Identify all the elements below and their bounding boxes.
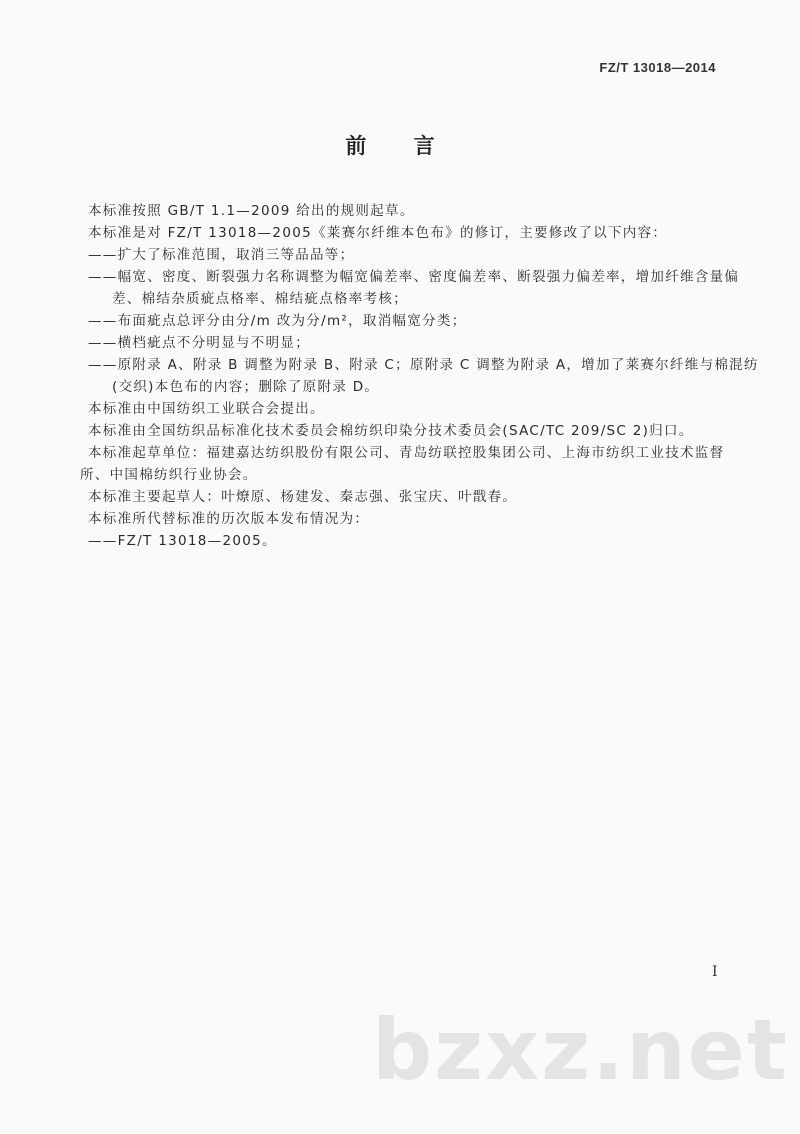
standard-code: FZ/T 13018—2014 <box>599 60 716 75</box>
text-line: 本标准所代替标准的历次版本发布情况为： <box>88 511 370 527</box>
page-title: 前 言 <box>345 134 455 158</box>
list-item: ——原附录 A、附录 B 调整为附录 B、附录 C；原附录 C 调整为附录 A，增加了莱赛尔纤维与棉混纺 <box>88 357 759 373</box>
list-item: ——FZ/T 13018—2005。 <box>88 533 277 549</box>
watermark: bzxz.net <box>372 1001 789 1099</box>
page-number: I <box>712 964 718 980</box>
text-line: 本标准是对 FZ/T 13018—2005《莱赛尔纤维本色布》的修订，主要修改了以下内容： <box>88 225 668 241</box>
list-item: ——横档疵点不分明显与不明显； <box>88 335 310 351</box>
text-line-continuation: 所、中国棉纺织行业协会。 <box>80 467 258 483</box>
text-line: 本标准按照 GB/T 1.1—2009 给出的规则起草。 <box>88 203 415 219</box>
text-line: 本标准主要起草人：叶燎原、杨建发、秦志强、张宝庆、叶戬春。 <box>88 489 518 505</box>
text-line: 本标准由中国纺织工业联合会提出。 <box>88 401 325 417</box>
list-item-continuation: 差、棉结杂质疵点格率、棉结疵点格率考核； <box>112 291 408 307</box>
list-item: ——布面疵点总评分由分/m 改为分/m²，取消幅宽分类； <box>88 313 467 329</box>
list-item: ——扩大了标准范围，取消三等品品等； <box>88 247 355 263</box>
list-item: ——幅宽、密度、断裂强力名称调整为幅宽偏差率、密度偏差率、断裂强力偏差率，增加纤维含量偏 <box>88 269 740 285</box>
foreword-body <box>80 200 759 552</box>
text-line: 本标准由全国纺织品标准化技术委员会棉纺织印染分技术委员会(SAC/TC 209/SC 2)归口。 <box>88 423 694 439</box>
text-line: 本标准起草单位：福建嘉达纺织股份有限公司、青岛纺联控股集团公司、上海市纺织工业技术监督 <box>88 445 725 461</box>
list-item-continuation: (交织)本色布的内容；删除了原附录 D。 <box>112 379 380 395</box>
